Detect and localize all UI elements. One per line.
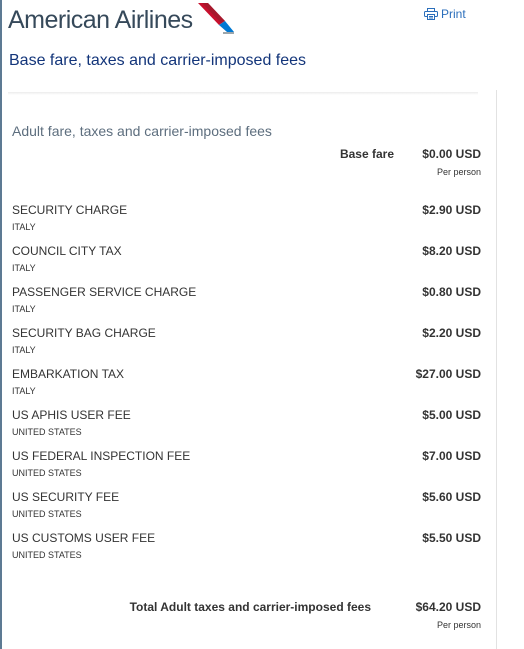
fee-country: UNITED STATES <box>12 550 82 560</box>
section-title: Adult fare, taxes and carrier-imposed fees <box>12 123 272 139</box>
fee-amount: $2.90 USD <box>422 203 481 217</box>
base-fare-per-person: Per person <box>436 167 481 177</box>
fee-row <box>12 244 481 285</box>
fee-name: PASSENGER SERVICE CHARGE <box>12 285 197 299</box>
fee-name: US SECURITY FEE <box>12 490 120 504</box>
fee-amount: $5.50 USD <box>422 531 481 545</box>
print-label[interactable]: Print <box>441 7 466 21</box>
fee-country: UNITED STATES <box>12 427 82 437</box>
content-right-divider <box>496 90 497 649</box>
total-per-person: Per person <box>436 620 481 630</box>
fee-name: COUNCIL CITY TAX <box>12 244 122 258</box>
fee-amount: $27.00 USD <box>415 367 481 381</box>
fee-row <box>12 449 481 490</box>
fee-name: US APHIS USER FEE <box>12 408 131 422</box>
brand-name: American Airlines <box>8 6 193 34</box>
fee-country: ITALY <box>12 304 36 314</box>
fee-row <box>12 326 481 367</box>
base-fare-label: Base fare <box>339 147 394 161</box>
fee-name: US CUSTOMS USER FEE <box>12 531 156 545</box>
fee-amount: $2.20 USD <box>422 326 481 340</box>
fee-row <box>12 531 481 572</box>
base-fare-amount: $0.00 USD <box>422 147 481 161</box>
fee-row <box>12 285 481 326</box>
fee-row <box>12 203 481 244</box>
fee-amount: $7.00 USD <box>422 449 481 463</box>
fee-amount: $8.20 USD <box>422 244 481 258</box>
fee-country: ITALY <box>12 386 36 396</box>
title-divider <box>8 92 478 95</box>
fee-country: ITALY <box>12 345 36 355</box>
fee-name: US FEDERAL INSPECTION FEE <box>12 449 191 463</box>
fee-name: SECURITY BAG CHARGE <box>12 326 156 340</box>
flight-symbol-icon <box>196 1 236 35</box>
fee-country: ITALY <box>12 263 36 273</box>
fee-amount: $5.00 USD <box>422 408 481 422</box>
fee-row <box>12 367 481 408</box>
page-title: Base fare, taxes and carrier-imposed fees <box>9 52 307 69</box>
fee-name: EMBARKATION TAX <box>12 367 125 381</box>
fee-amount: $5.60 USD <box>422 490 481 504</box>
fee-country: ITALY <box>12 222 36 232</box>
total-amount: $64.20 USD <box>415 600 481 614</box>
fee-list <box>12 203 481 572</box>
american-airlines-logo <box>8 6 236 35</box>
page-left-border <box>0 0 2 649</box>
total-label: Total Adult taxes and carrier-imposed fees <box>129 600 371 614</box>
fee-amount: $0.80 USD <box>422 285 481 299</box>
fee-name: SECURITY CHARGE <box>12 203 128 217</box>
printer-icon <box>424 8 438 20</box>
fee-country: UNITED STATES <box>12 468 82 478</box>
print-link[interactable] <box>424 7 466 21</box>
fee-row <box>12 490 481 531</box>
fee-row <box>12 408 481 449</box>
fee-country: UNITED STATES <box>12 509 82 519</box>
